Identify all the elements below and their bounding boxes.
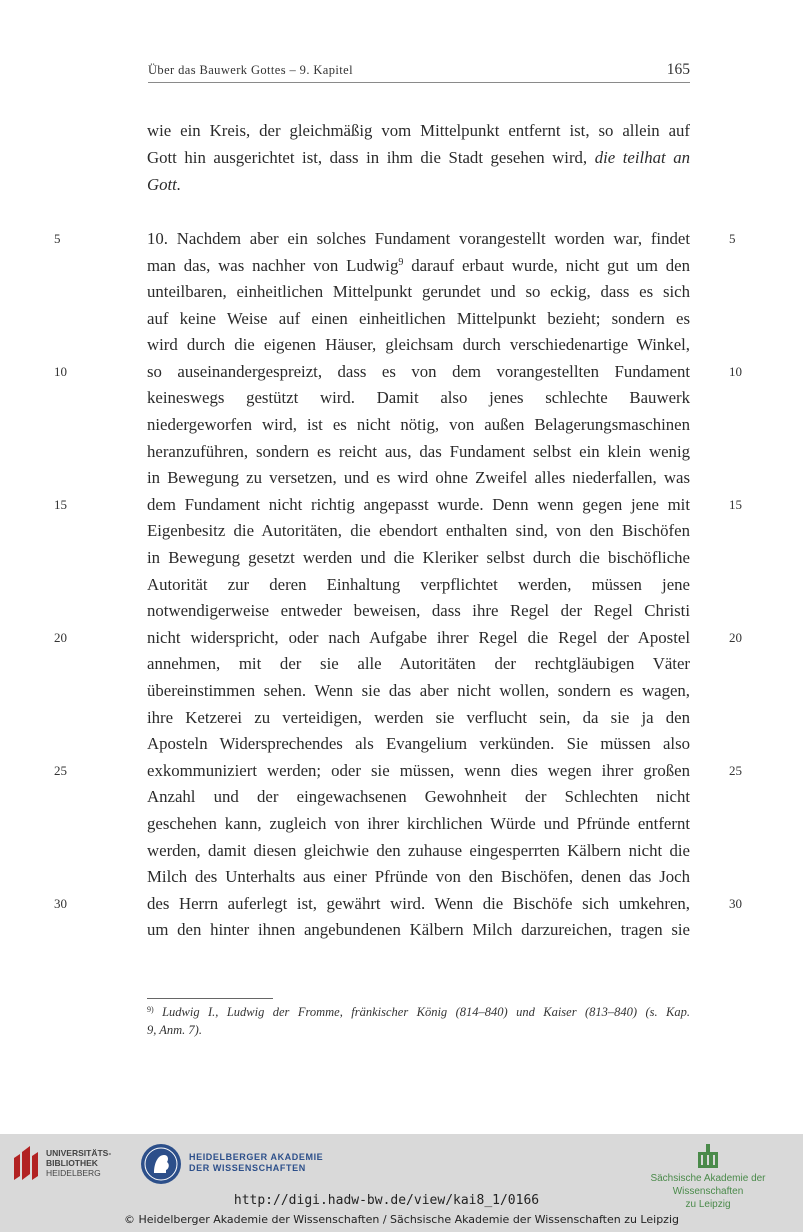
text-line: keineswegs gestützt wird. Damit also jenes schlechte Bauwerk [147, 388, 690, 407]
text-line: Gott. [147, 175, 182, 194]
footer-banner [0, 1134, 803, 1232]
ub-heidelberg-logo-icon [10, 1144, 42, 1184]
footnote-marker: 9) [147, 1005, 154, 1014]
line-number-right: 10 [729, 364, 742, 379]
line-number-right: 20 [729, 630, 742, 645]
text-line: Autorität zur deren Einhaltung verpflichtet werden, müssen jene [147, 575, 690, 594]
footnote-line: 9, Anm. 7). [147, 1023, 202, 1037]
text-line: Eigenbesitz die Autoritäten, die ebendort enthalten sind, von den Bischöfen [147, 521, 690, 540]
ub-heidelberg-logo-text: UNIVERSITÄTS- BIBLIOTHEK HEIDELBERG [46, 1148, 112, 1178]
text-line: niedergeworfen wird, ist es nicht nötig, von außen Belagerungsmaschinen [147, 415, 690, 434]
text-line: unteilbaren, einheitlichen Mittelpunkt gerundet und so eckig, dass es sich [147, 282, 690, 301]
page-number: 165 [666, 61, 690, 78]
line-number-left: 10 [54, 364, 67, 379]
running-header [148, 60, 690, 83]
line-number-right: 30 [729, 896, 742, 911]
line-number-left: 15 [54, 497, 67, 512]
saw-logo-text: Sächsische Akademie der Wissenschaften zu Leipzig [650, 1173, 766, 1210]
text-line: notwendigerweise entweder beweisen, dass ihre Regel der Regel Christi [147, 601, 690, 620]
text-line: Anzahl und der eingewachsenen Gewohnheit der Schlechten nicht [147, 787, 690, 806]
text-line: auf keine Weise auf einen einheitlichen Mittelpunkt bezieht; sondern es [147, 309, 690, 328]
text-line: übereinstimmen sehen. Wenn sie das aber nicht wollen, sondern es wagen, [147, 681, 690, 700]
line-number-right: 5 [729, 231, 736, 246]
italic-phrase: die teilhat an [594, 148, 690, 167]
text-line: wie ein Kreis, der gleichmäßig vom Mittelpunkt entfernt ist, so allein auf [147, 121, 690, 140]
text-line: in Bewegung zu versetzen, und es wird ohne Zweifel alles niederfallen, was [147, 468, 690, 487]
line-number-left: 30 [54, 896, 67, 911]
text-line: in Bewegung gesetzt werden und die Kleriker selbst durch die bischöfliche [147, 548, 690, 567]
hadw-seal-icon [140, 1143, 182, 1185]
text-line: geschehen kann, zugleich von ihrer kirchlichen Würde und Pfründe entfernt [147, 814, 690, 833]
line-number-right: 25 [729, 763, 742, 778]
line-number-left: 5 [54, 231, 61, 246]
text-line: heranzuführen, sondern es reicht aus, das Fundament selbst ein klein wenig [147, 442, 690, 461]
text-line: wird durch die eigenen Häuser, gleichsam durch verschiedenartige Winkel, [147, 335, 690, 354]
source-url-link[interactable]: http://digi.hadw-bw.de/view/kai8_1/0166 [233, 1193, 540, 1208]
text-line: ihre Ketzerei zu verteidigen, werden sie verflucht sein, da sie ja den [147, 708, 690, 727]
text-line: man das, was nachher von Ludwig$^9$ darauf erbaut wurde, nicht gut um den [147, 256, 690, 275]
text-line: um den hinter ihnen angebundenen Kälbern Milch darzureichen, tragen sie [147, 920, 690, 939]
text-line: exkommuniziert werden; oder sie müssen, wenn dies wegen ihrer großen [147, 761, 690, 780]
text-line: Milch des Unterhalts aus einer Pfründe von den Bischöfen, denen das Joch [147, 867, 690, 886]
saw-building-icon [697, 1142, 719, 1170]
text-line: dem Fundament nicht richtig angepasst wurde. Denn wenn gegen jene mit [147, 495, 690, 514]
line-number-right: 15 [729, 497, 742, 512]
text-line: so auseinandergespreizt, dass es von dem vorangestellten Fundament [147, 362, 690, 381]
copyright-notice: © Heidelberger Akademie der Wissenschaften / Sächsische Akademie der Wissenschaften zu Leipzig [123, 1213, 679, 1226]
hadw-logo-text: HEIDELBERGER AKADEMIE DER WISSENSCHAFTEN [189, 1152, 324, 1173]
footnote-rule [147, 998, 273, 999]
text-line: werden, damit diesen gleichwie den zuhause eingesperrten Kälbern nicht die [147, 841, 690, 860]
text-line: nicht widerspricht, oder nach Aufgabe ihrer Regel die Regel der Apostel [147, 628, 690, 647]
line-number-left: 20 [54, 630, 67, 645]
line-number-left: 25 [54, 763, 67, 778]
footnote-line: $^{9)}$ Ludwig I., Ludwig der Fromme, fränkischer König (814–840) und Kaiser (813–840) (s. Kap. [147, 1005, 690, 1019]
text-line: des Herrn auferlegt ist, gewährt wird. Wenn die Bischöfe sich umkehren, [147, 894, 690, 913]
running-head-title: Über das Bauwerk Gottes – 9. Kapitel [148, 63, 353, 77]
text-line: annehmen, mit der sie alle Autoritäten der rechtgläubigen Väter [147, 654, 690, 673]
text-line: 10. Nachdem aber ein solches Fundament vorangestellt worden war, findet [147, 229, 690, 248]
text-line: Gott hin ausgerichtet ist, dass in ihm die Stadt gesehen wird, die teilhat an [147, 148, 690, 167]
text-line: Aposteln Widersprechendes als Evangelium verkünden. Sie müssen also [147, 734, 690, 753]
footnote-ref: 9 [398, 257, 404, 268]
